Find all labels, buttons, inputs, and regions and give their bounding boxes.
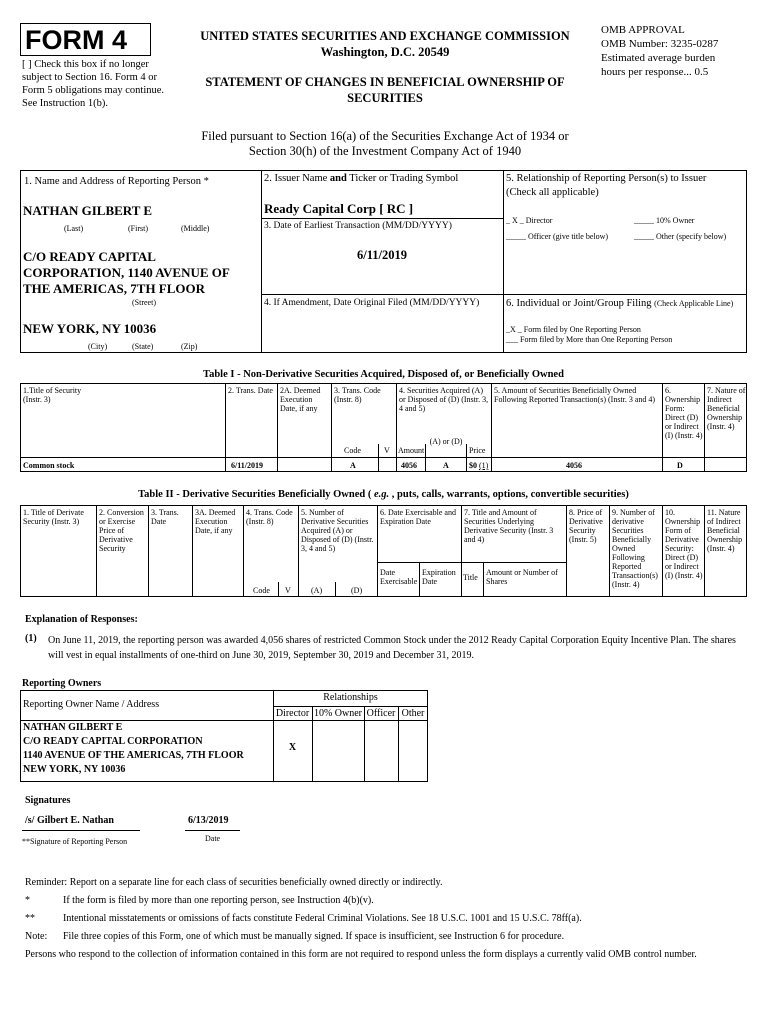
other-checkbox[interactable]: _____ Other (specify below) bbox=[634, 232, 727, 241]
form-title: FORM 4 bbox=[25, 25, 128, 55]
t1-row-code: A bbox=[350, 461, 356, 470]
earliest-transaction-date: 6/11/2019 bbox=[356, 248, 407, 262]
t2-h11: 11. Nature of Indirect Beneficial Ownership (Instr. 4) bbox=[707, 508, 743, 553]
owner-line1: NATHAN GILBERT E bbox=[23, 722, 123, 733]
label-last: (Last) bbox=[64, 224, 84, 233]
label-zip: (Zip) bbox=[181, 342, 198, 351]
t2-sub-exp: Expiration Date bbox=[422, 568, 456, 586]
t1-h1: 1.Title of Security (Instr. 3) bbox=[23, 386, 82, 404]
t2-sub-date-ex: Date Exercisable bbox=[380, 568, 418, 586]
label-first: (First) bbox=[128, 224, 148, 233]
note-text: File three copies of this Form, one of which must be manually signed. If space is insufficient, see Instruction 6 for procedure. bbox=[63, 931, 565, 942]
t1-sub-amount: Amount bbox=[398, 446, 425, 455]
t2-sub-title: Title bbox=[463, 573, 478, 582]
filing-label: 6. Individual or Joint/Group Filing (Check Applicable Line) bbox=[506, 298, 734, 309]
owner-director-mark: X bbox=[288, 742, 297, 753]
reporting-address-line3: THE AMERICAS, 7TH FLOOR bbox=[23, 281, 206, 296]
ten-percent-owner-checkbox[interactable]: _____ 10% Owner bbox=[634, 216, 695, 225]
t2-sub-amount: Amount or Number of Shares bbox=[486, 568, 558, 586]
filing-one-person[interactable]: _X _ Form filed by One Reporting Person bbox=[506, 325, 641, 334]
reporting-owners-heading: Reporting Owners bbox=[22, 678, 102, 689]
t1-h6: 6. Ownership Form: Direct (D) or Indirect (I) (Instr. 4) bbox=[665, 386, 703, 440]
t2-sub-a: (A) bbox=[311, 586, 323, 595]
t2-h8: 8. Price of Derivative Security (Instr. 5) bbox=[569, 508, 603, 544]
director-checkbox[interactable]: _ X _ Director bbox=[506, 216, 553, 225]
owners-col-ten-percent: 10% Owner bbox=[313, 708, 363, 719]
officer-checkbox[interactable]: _____ Officer (give title below) bbox=[506, 232, 609, 241]
t1-h5: 5. Amount of Securities Beneficially Owned Following Reported Transaction(s) (Instr. 3 and 4) bbox=[494, 386, 656, 404]
t1-sub-aord: (A) or (D) bbox=[429, 437, 463, 446]
t2-h3a: 3A. Deemed Execution Date, if any bbox=[195, 508, 236, 535]
t1-row-title: Common stock bbox=[23, 461, 75, 470]
t1-row-owned: 4056 bbox=[566, 461, 582, 470]
statement-title-line2: SECURITIES bbox=[347, 91, 423, 105]
reporting-person-label: 1. Name and Address of Reporting Person * bbox=[24, 176, 209, 187]
t1-h2: 2. Trans. Date bbox=[228, 386, 273, 395]
reporting-person-name: NATHAN GILBERT E bbox=[23, 203, 153, 218]
t2-h3: 3. Trans. Date bbox=[151, 508, 179, 526]
t1-row-aord: A bbox=[443, 461, 449, 470]
t2-h7: 7. Title and Amount of Securities Underlying Derivative Security (Instr. 3 and 4) bbox=[464, 508, 554, 544]
filing-more-persons[interactable]: ___ Form filed by More than One Reporting Person bbox=[506, 335, 673, 344]
t1-sub-price: Price bbox=[469, 446, 486, 455]
t2-sub-v: V bbox=[285, 586, 291, 595]
signature-date: 6/13/2019 bbox=[188, 815, 229, 826]
t1-row-price: $0 (1) bbox=[469, 461, 489, 470]
label-city: (City) bbox=[88, 342, 108, 351]
t1-row-date: 6/11/2019 bbox=[231, 461, 264, 470]
t1-sub-code: Code bbox=[344, 446, 361, 455]
burden-line1: Estimated average burden bbox=[601, 52, 716, 64]
t2-h1: 1. Title of Derivate Security (Instr. 3) bbox=[23, 508, 84, 526]
t1-h4: 4. Securities Acquired (A) or Disposed of (D) (Instr. 3, 4 and 5) bbox=[399, 386, 489, 413]
agency-location: Washington, D.C. 20549 bbox=[320, 45, 450, 59]
signature-name: /s/ Gilbert E. Nathan bbox=[25, 815, 114, 826]
reminder-text: Reminder: Report on a separate line for each class of securities beneficially owned directly or indirectly. bbox=[25, 877, 443, 888]
explanation-footnote-number: (1) bbox=[25, 633, 37, 644]
label-state: (State) bbox=[132, 342, 154, 351]
note-star-text: If the form is filed by more than one reporting person, see Instruction 4(b)(v). bbox=[63, 895, 374, 906]
t1-sub-v: V bbox=[384, 446, 390, 455]
statement-title: STATEMENT OF CHANGES IN BENEFICIAL OWNERSHIP OF bbox=[205, 75, 565, 89]
note-dstar: ** bbox=[25, 913, 35, 924]
owner-line4: NEW YORK, NY 10036 bbox=[23, 764, 126, 775]
issuer-name: Ready Capital Corp [ RC ] bbox=[264, 201, 414, 216]
t2-h9: 9. Number of derivative Securities Beneficially Owned Following Reported Transaction(s) (Instr. 4) bbox=[612, 508, 658, 589]
owners-col-relationships: Relationships bbox=[323, 692, 378, 703]
t1-row-amount: 4056 bbox=[401, 461, 417, 470]
signatures-heading: Signatures bbox=[25, 795, 71, 806]
t2-h4: 4. Trans. Code (Instr. 8) bbox=[246, 508, 293, 526]
label-street: (Street) bbox=[132, 298, 156, 307]
burden-line2: hours per response... 0.5 bbox=[601, 66, 709, 78]
omb-approval: OMB APPROVAL bbox=[601, 24, 685, 36]
t1-row-form: D bbox=[677, 461, 683, 470]
owner-line2: C/O READY CAPITAL CORPORATION bbox=[23, 736, 203, 747]
signature-label: **Signature of Reporting Person bbox=[22, 837, 128, 846]
reporting-address-line1: C/O READY CAPITAL bbox=[23, 249, 156, 264]
table1-title: Table I - Non-Derivative Securities Acquired, Disposed of, or Beneficially Owned bbox=[203, 369, 564, 380]
explanation-heading: Explanation of Responses: bbox=[25, 614, 138, 625]
note-label: Note: bbox=[25, 931, 48, 942]
t2-h10: 10. Ownership Form of Derivative Security: Direct (D) or Indirect (I) (Instr. 4) bbox=[665, 508, 703, 580]
note-star: * bbox=[25, 895, 30, 906]
issuer-label: 2. Issuer Name and Ticker or Trading Symbol bbox=[264, 173, 459, 184]
filed-pursuant-line1: Filed pursuant to Section 16(a) of the Securities Exchange Act of 1934 or bbox=[201, 129, 569, 143]
agency-name: UNITED STATES SECURITIES AND EXCHANGE COMMISSION bbox=[200, 29, 570, 43]
signature-date-label: Date bbox=[205, 834, 221, 843]
t2-sub-code: Code bbox=[253, 586, 270, 595]
earliest-transaction-label: 3. Date of Earliest Transaction (MM/DD/YYYY) bbox=[264, 221, 452, 231]
footnote-1-link[interactable]: (1) bbox=[479, 461, 489, 470]
t2-h2: 2. Conversion or Exercise Price of Derivative Security bbox=[99, 508, 144, 553]
owners-col-other: Other bbox=[401, 708, 425, 719]
t2-h5: 5. Number of Derivative Securities Acquired (A) or Disposed of (D) (Instr. 3, 4 and 5) bbox=[301, 508, 374, 553]
owners-col-director: Director bbox=[275, 708, 310, 719]
amendment-label: 4. If Amendment, Date Original Filed (MM/DD/YYYY) bbox=[264, 298, 480, 308]
label-middle: (Middle) bbox=[181, 224, 210, 233]
owners-col-officer: Officer bbox=[366, 708, 396, 719]
t2-h6: 6. Date Exercisable and Expiration Date bbox=[380, 508, 456, 526]
relationship-label2: (Check all applicable) bbox=[506, 187, 599, 198]
t2-sub-d: (D) bbox=[351, 586, 363, 595]
t1-h7: 7. Nature of Indirect Beneficial Ownership (Instr. 4) bbox=[707, 386, 746, 431]
note-dstar-text: Intentional misstatements or omissions of facts constitute Federal Criminal Violations. See 18 U.S.C. 1001 and 15 U.S.C. 78ff(a). bbox=[63, 913, 582, 924]
explanation-text: On June 11, 2019, the reporting person was awarded 4,056 shares of restricted Common Stock under the 2012 Ready Capital Corporation Equity Incentive Plan. The shares will vest in equal installments of one-third on June 30, 2019, September 30, 2019 and December 31, 2019. bbox=[48, 635, 736, 661]
omb-number: OMB Number: 3235-0287 bbox=[601, 38, 719, 50]
reporting-city-state-zip: NEW YORK, NY 10036 bbox=[23, 321, 157, 336]
filed-pursuant-line2: Section 30(h) of the Investment Company Act of 1940 bbox=[248, 144, 522, 158]
reporting-address-line2: CORPORATION, 1140 AVENUE OF bbox=[23, 265, 230, 280]
owner-line3: 1140 AVENUE OF THE AMERICAS, 7TH FLOOR bbox=[23, 750, 244, 761]
owners-col-name: Reporting Owner Name / Address bbox=[23, 699, 160, 710]
persons-notice: Persons who respond to the collection of information contained in this form are not required to respond unless the form displays a currently valid OMB control number. bbox=[25, 949, 697, 960]
table2-title: Table II - Derivative Securities Beneficially Owned ( e.g. , puts, calls, warrants, options, convertible securities) bbox=[138, 489, 629, 500]
t1-h3: 3. Trans. Code (Instr. 8) bbox=[334, 386, 381, 404]
no-longer-subject-checkbox-text[interactable]: [ ] Check this box if no longer subject to Section 16. Form 4 or Form 5 obligations may continue. See Instruction 1(b). bbox=[22, 59, 165, 109]
t1-h2a: 2A. Deemed Execution Date, if any bbox=[280, 386, 321, 413]
relationship-label: 5. Relationship of Reporting Person(s) to Issuer bbox=[506, 173, 707, 184]
